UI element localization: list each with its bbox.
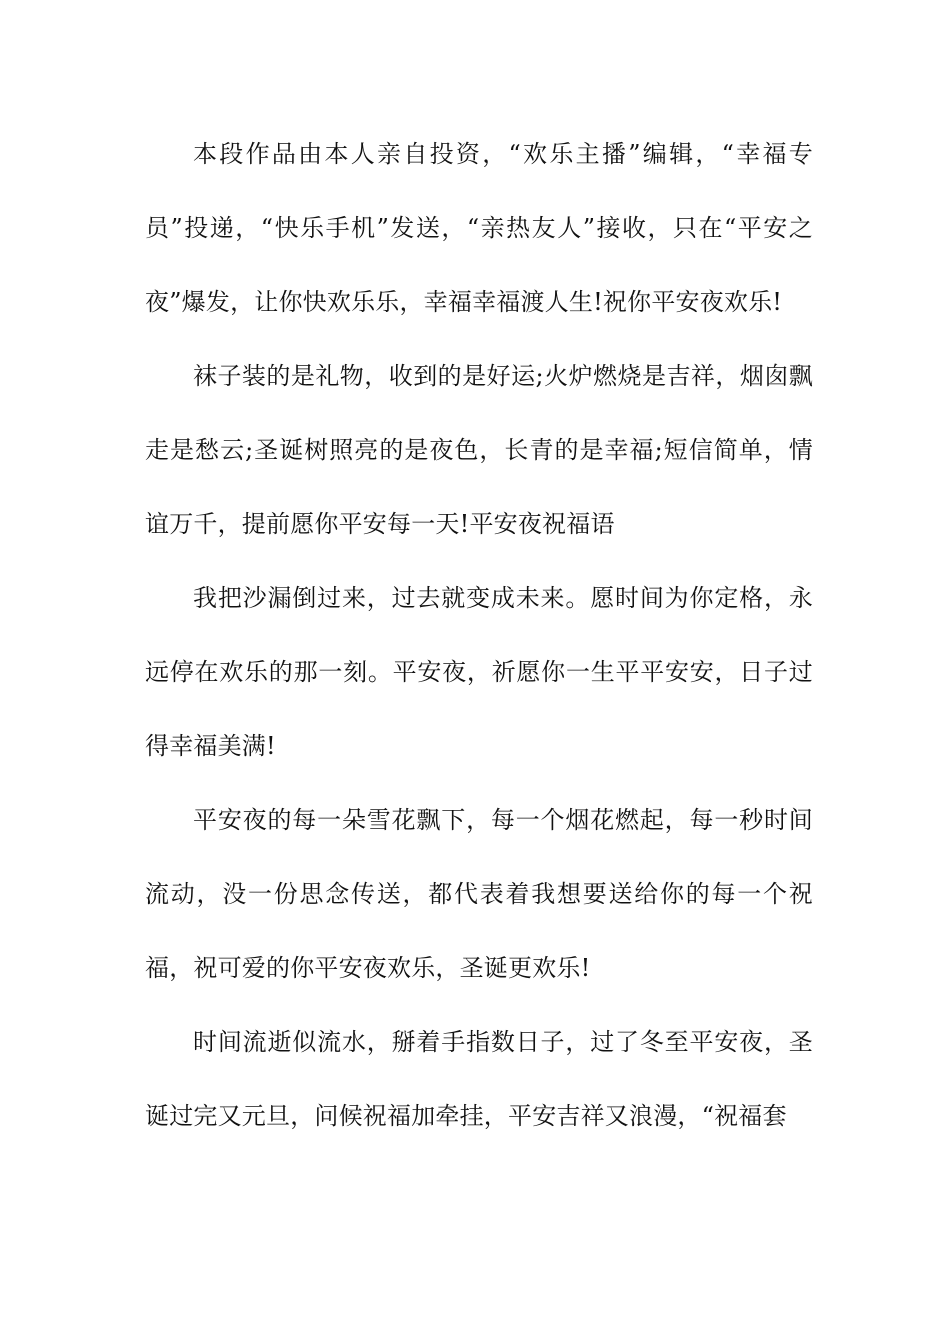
paragraph-2: 袜子装的是礼物，收到的是好运;火炉燃烧是吉祥，烟囱飘走是愁云;圣诞树照亮的是夜色，长青的是幸福;短信简单，情谊万千，提前愿你平安每一天!平安夜祝福语 [145,362,813,538]
paragraph-4: 平安夜的每一朵雪花飘下，每一个烟花燃起，每一秒时间流动，没一份思念传送，都代表着我想要送给你的每一个祝福，祝可爱的你平安夜欢乐，圣诞更欢乐! [145,806,813,982]
document-body [145,117,813,1153]
paragraph-3: 我把沙漏倒过来，过去就变成未来。愿时间为你定格，永远停在欢乐的那一刻。平安夜，祈愿你一生平平安安，日子过得幸福美满! [145,584,813,760]
paragraph-5: 时间流逝似流水，掰着手指数日子，过了冬至平安夜，圣诞过完又元旦，问候祝福加牵挂，平安吉祥又浪漫，“祝福套 [145,1028,813,1130]
paragraph-1: 本段作品由本人亲自投资，“欢乐主播”编辑，“幸福专员”投递，“快乐手机”发送，“亲热友人”接收，只在“平安之夜”爆发，让你快欢乐乐，幸福幸福渡人生!祝你平安夜欢乐! [145,140,813,316]
